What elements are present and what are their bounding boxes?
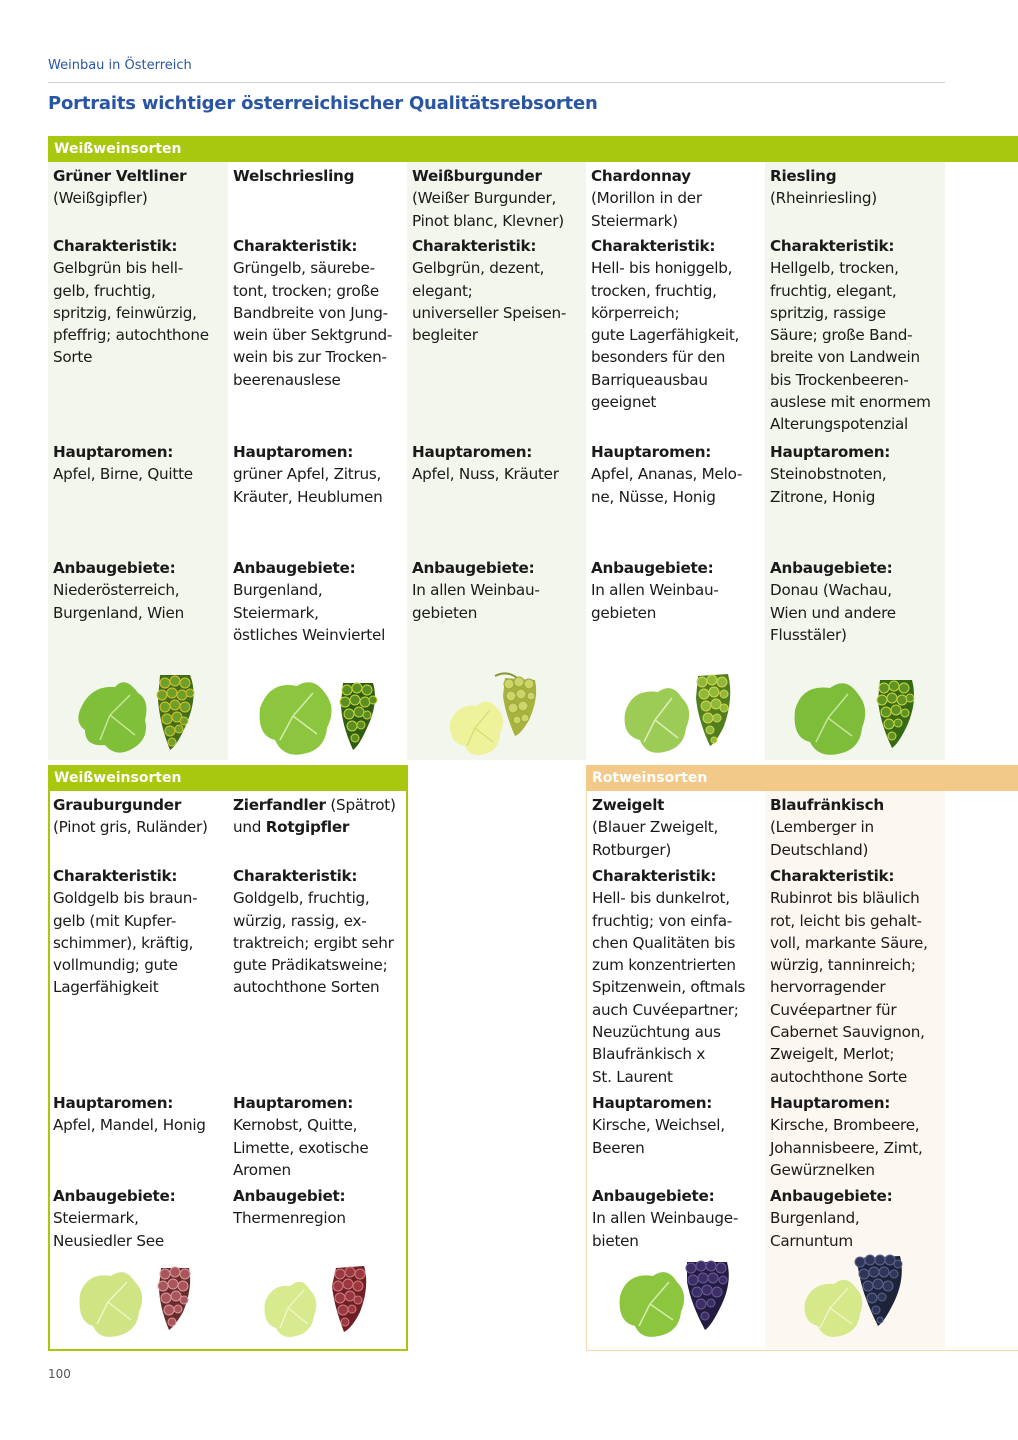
aroma-line: ne, Nüsse, Honig xyxy=(591,487,716,506)
char-label: Charakteristik: xyxy=(53,237,178,255)
aroma-line: Apfel, Mandel, Honig xyxy=(53,1116,206,1135)
aroma-line: grüner Apfel, Zitrus, xyxy=(233,465,382,484)
grape-leaf-and-pink-cluster-image xyxy=(75,1262,200,1342)
char-line: universeller Speisen- xyxy=(412,303,567,322)
region-line: Flusstäler) xyxy=(770,625,847,644)
variety-synonym: (Rheinriesling) xyxy=(770,189,877,208)
variety-synonym: Steiermark) xyxy=(591,211,678,230)
variety-name: Chardonnay xyxy=(591,167,691,185)
aroma-label: Hauptaromen: xyxy=(53,443,174,461)
char-line: trocken, fruchtig, xyxy=(591,281,717,300)
char-line: fruchtig; von einfa- xyxy=(592,911,733,930)
grape-leaf-and-dark-blue-cluster-image xyxy=(615,1256,740,1342)
char-line: auslese mit enormem xyxy=(770,393,931,412)
char-line: Cuvéepartner für xyxy=(770,1000,897,1019)
variety-synonym: (Weißer Burgunder, xyxy=(412,189,557,208)
aroma-line: Apfel, Birne, Quitte xyxy=(53,465,193,484)
region-label: Anbaugebiete: xyxy=(770,1187,893,1205)
char-line: Cabernet Sauvignon, xyxy=(770,1023,925,1042)
char-line: voll, markante Säure, xyxy=(770,933,928,952)
variety-synonym: Pinot blanc, Klevner) xyxy=(412,211,564,230)
region-label: Anbaugebiet: xyxy=(233,1187,346,1205)
header-rule xyxy=(48,82,945,83)
aroma-line: Aromen xyxy=(233,1160,291,1179)
variety-name: Zweigelt xyxy=(592,796,665,814)
char-line: begleiter xyxy=(412,326,478,345)
char-line: Säure; große Band- xyxy=(770,326,913,345)
aroma-line: Steinobstnoten, xyxy=(770,465,887,484)
grape-leaf-and-green-cluster-image xyxy=(70,665,210,760)
aroma-line: Kirsche, Weichsel, xyxy=(592,1116,725,1135)
char-line: Bandbreite von Jung- xyxy=(233,303,388,322)
char-line: beerenauslese xyxy=(233,370,341,389)
page-title: Portraits wichtiger österreichischer Qualitätsrebsorten xyxy=(48,93,598,114)
char-line: St. Laurent xyxy=(592,1067,673,1086)
variety-name-joiner: und xyxy=(233,818,266,837)
variety-name-2: Rotgipfler xyxy=(265,818,350,837)
char-line: traktreich; ergibt sehr xyxy=(233,933,394,952)
variety-name: Blaufränkisch xyxy=(770,796,884,814)
grape-leaf-and-dark-blue-cluster-image xyxy=(800,1252,925,1342)
region-line: Steiermark, xyxy=(233,603,319,622)
variety-synonym: Deutschland) xyxy=(770,840,869,859)
variety-name: Riesling xyxy=(770,167,837,185)
region-label: Anbaugebiete: xyxy=(412,559,535,577)
aroma-line: Zitrone, Honig xyxy=(770,487,876,506)
char-line: Alterungspotenzial xyxy=(770,415,909,434)
char-line: rot, leicht bis gehalt- xyxy=(770,911,922,930)
grape-leaf-and-green-cluster-image xyxy=(620,668,750,760)
char-line: besonders für den xyxy=(591,348,726,367)
variety-name: Grüner Veltliner xyxy=(53,167,187,185)
char-line: Goldgelb bis braun- xyxy=(53,889,198,908)
char-line: Neuzüchtung aus xyxy=(592,1023,721,1042)
char-line: schimmer), kräftig, xyxy=(53,933,194,952)
char-line: Spitzenwein, oftmals xyxy=(592,978,746,997)
variety-synonym: (Weißgipfler) xyxy=(53,189,148,208)
region-line: gebieten xyxy=(412,603,478,622)
char-line: Hell- bis honiggelb, xyxy=(591,259,733,278)
region-line: Burgenland, xyxy=(770,1209,860,1228)
region-label: Anbaugebiete: xyxy=(591,559,714,577)
aroma-line: Beeren xyxy=(592,1138,645,1157)
region-line: Wien und andere xyxy=(770,603,896,622)
char-line: bis Trockenbeeren- xyxy=(770,370,909,389)
region-line: Neusiedler See xyxy=(53,1231,164,1250)
char-line: vollmundig; gute xyxy=(53,956,178,975)
char-line: Grüngelb, säurebe- xyxy=(233,259,375,278)
char-label: Charakteristik: xyxy=(592,867,717,885)
variety-name: Weißburgunder xyxy=(412,167,542,185)
char-line: chen Qualitäten bis xyxy=(592,933,736,952)
aroma-label: Hauptaromen: xyxy=(412,443,533,461)
section-band-white-top: Weißweinsorten xyxy=(48,136,1018,162)
char-line: Hell- bis dunkelrot, xyxy=(592,889,730,908)
variety-synonym: (Pinot gris, Ruländer) xyxy=(53,818,208,837)
region-line: Niederösterreich, xyxy=(53,581,180,600)
char-line: würzig, tanninreich; xyxy=(770,956,916,975)
region-line: Thermenregion xyxy=(233,1209,346,1228)
char-line: Zweigelt, Merlot; xyxy=(770,1045,895,1064)
region-line: In allen Weinbauge- xyxy=(592,1209,739,1228)
variety-synonym: (Blauer Zweigelt, xyxy=(592,818,719,837)
variety-synonym: (Lemberger in xyxy=(770,818,874,837)
grape-leaf-and-red-cluster-image xyxy=(260,1262,380,1342)
grape-leaf-and-yellow-cluster-image xyxy=(445,668,565,760)
char-label: Charakteristik: xyxy=(770,867,895,885)
region-label: Anbaugebiete: xyxy=(770,559,893,577)
char-line: zum konzentrierten xyxy=(592,956,736,975)
section-band-white-bottom: Weißweinsorten xyxy=(48,765,408,791)
aroma-line: Limette, exotische xyxy=(233,1138,369,1157)
char-label: Charakteristik: xyxy=(53,867,178,885)
aroma-line: Kernobst, Quitte, xyxy=(233,1116,358,1135)
grape-leaf-and-green-cluster-image xyxy=(790,668,925,760)
variety-name: Zierfandler xyxy=(233,796,326,814)
region-label: Anbaugebiete: xyxy=(592,1187,715,1205)
grape-leaf-and-green-cluster-image xyxy=(255,668,385,760)
aroma-label: Hauptaromen: xyxy=(53,1094,174,1112)
region-line: In allen Weinbau- xyxy=(591,581,719,600)
char-line: Gelbgrün bis hell- xyxy=(53,259,183,278)
aroma-label: Hauptaromen: xyxy=(591,443,712,461)
char-line: pfeffrig; autochthone xyxy=(53,326,209,345)
char-line: auch Cuvéepartner; xyxy=(592,1000,739,1019)
region-line: Burgenland, Wien xyxy=(53,603,184,622)
region-line: östliches Weinviertel xyxy=(233,625,386,644)
variety-name: Grauburgunder xyxy=(53,796,182,814)
running-head: Weinbau in Österreich xyxy=(48,58,192,73)
char-line: Barriqueausbau xyxy=(591,370,708,389)
char-line: geeignet xyxy=(591,393,657,412)
region-line: Steiermark, xyxy=(53,1209,139,1228)
char-line: elegant; xyxy=(412,281,473,300)
char-line: körperreich; xyxy=(591,303,680,322)
region-label: Anbaugebiete: xyxy=(53,559,176,577)
variety-synonym: (Spätrot) xyxy=(325,796,396,814)
aroma-label: Hauptaromen: xyxy=(233,1094,354,1112)
char-line: Gelbgrün, dezent, xyxy=(412,259,545,278)
char-line: wein bis zur Trocken- xyxy=(233,348,387,367)
aroma-line: Apfel, Ananas, Melo- xyxy=(591,465,743,484)
char-line: spritzig, rassige xyxy=(770,303,886,322)
char-label: Charakteristik: xyxy=(233,867,358,885)
char-line: würzig, rassig, ex- xyxy=(233,911,367,930)
char-line: Blaufränkisch x xyxy=(592,1045,706,1064)
aroma-label: Hauptaromen: xyxy=(770,443,891,461)
char-line: hervorragender xyxy=(770,978,886,997)
aroma-line: Gewürznelken xyxy=(770,1160,875,1179)
char-line: autochthone Sorten xyxy=(233,978,380,997)
char-label: Charakteristik: xyxy=(233,237,358,255)
region-line: Carnuntum xyxy=(770,1231,853,1250)
char-line: Hellgelb, trocken, xyxy=(770,259,899,278)
region-label: Anbaugebiete: xyxy=(53,1187,176,1205)
char-line: Sorte xyxy=(53,348,93,367)
page-number: 100 xyxy=(48,1367,71,1381)
char-label: Charakteristik: xyxy=(770,237,895,255)
region-line: In allen Weinbau- xyxy=(412,581,540,600)
variety-synonym: (Morillon in der xyxy=(591,189,702,208)
char-line: breite von Landwein xyxy=(770,348,920,367)
char-line: fruchtig, elegant, xyxy=(770,281,897,300)
aroma-label: Hauptaromen: xyxy=(592,1094,713,1112)
region-line: gebieten xyxy=(591,603,657,622)
char-line: gelb, fruchtig, xyxy=(53,281,156,300)
char-line: Lagerfähigkeit xyxy=(53,978,159,997)
char-label: Charakteristik: xyxy=(412,237,537,255)
aroma-label: Hauptaromen: xyxy=(770,1094,891,1112)
aroma-label: Hauptaromen: xyxy=(233,443,354,461)
region-label: Anbaugebiete: xyxy=(233,559,356,577)
char-line: tont, trocken; große xyxy=(233,281,379,300)
region-line: Burgenland, xyxy=(233,581,323,600)
char-line: Goldgelb, fruchtig, xyxy=(233,889,370,908)
char-line: gute Prädikatsweine; xyxy=(233,956,388,975)
aroma-line: Kirsche, Brombeere, xyxy=(770,1116,920,1135)
char-label: Charakteristik: xyxy=(591,237,716,255)
char-line: spritzig, feinwürzig, xyxy=(53,303,197,322)
aroma-line: Kräuter, Heublumen xyxy=(233,487,383,506)
section-band-red: Rotweinsorten xyxy=(586,765,1018,791)
aroma-line: Apfel, Nuss, Kräuter xyxy=(412,465,559,484)
region-line: Donau (Wachau, xyxy=(770,581,892,600)
char-line: gute Lagerfähigkeit, xyxy=(591,326,740,345)
variety-synonym: Rotburger) xyxy=(592,840,672,859)
variety-name: Welschriesling xyxy=(233,167,355,185)
char-line: autochthone Sorte xyxy=(770,1067,908,1086)
char-line: Rubinrot bis bläulich xyxy=(770,889,920,908)
region-line: bieten xyxy=(592,1231,639,1250)
aroma-line: Johannisbeere, Zimt, xyxy=(770,1138,923,1157)
char-line: gelb (mit Kupfer- xyxy=(53,911,177,930)
char-line: wein über Sektgrund- xyxy=(233,326,393,345)
